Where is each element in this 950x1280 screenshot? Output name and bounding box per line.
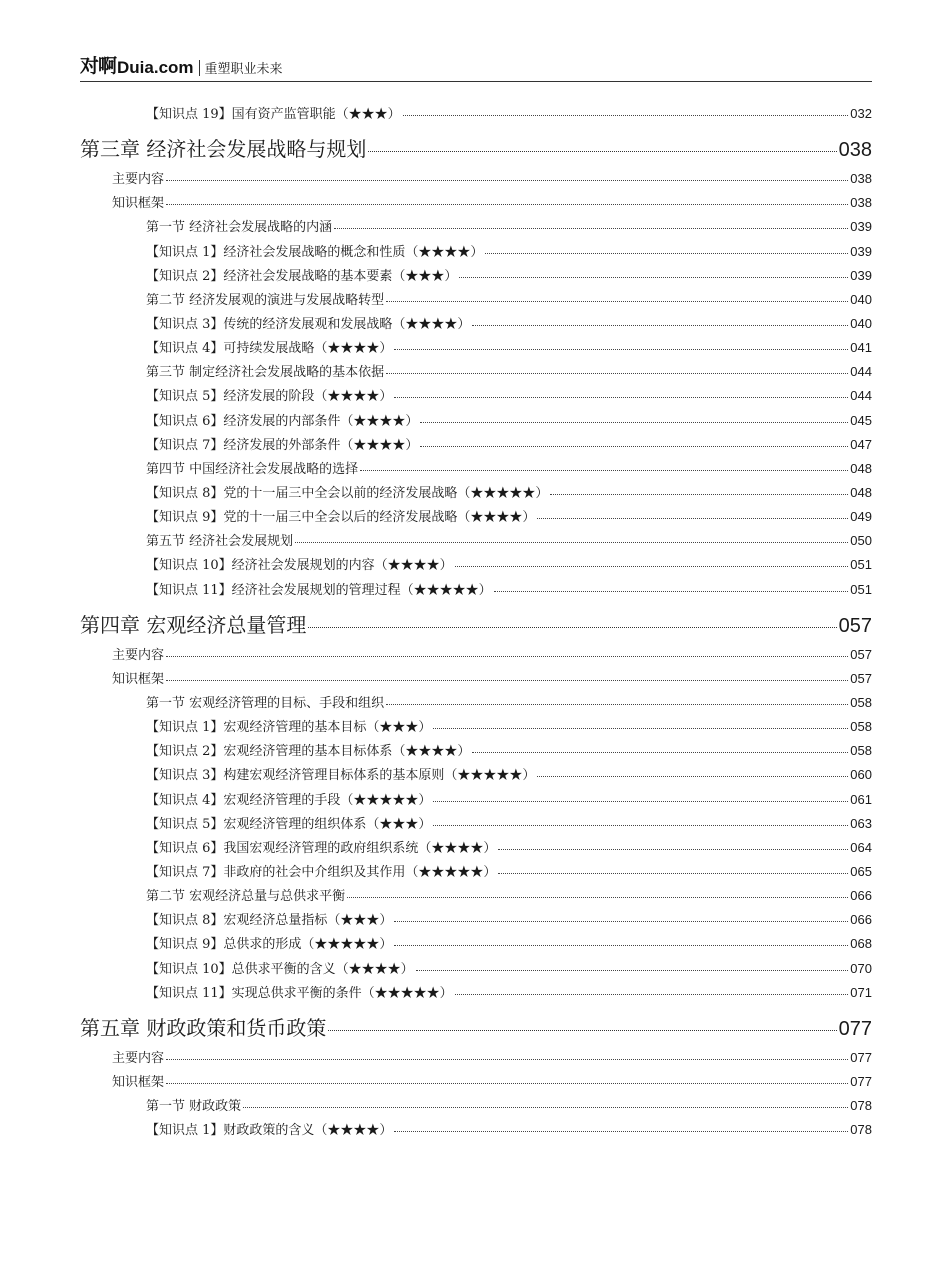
dot-leader	[394, 1131, 848, 1132]
dot-leader	[394, 349, 848, 350]
entry-title: 第三章 经济社会发展战略与规划	[80, 137, 367, 162]
entry-title: 【知识点 8】党的十一届三中全会以前的经济发展战略（★★★★★）	[146, 485, 549, 501]
knowledge-point-entry[interactable]	[80, 837, 872, 861]
page-number: 040	[850, 315, 872, 331]
knowledge-point-entry[interactable]	[80, 579, 872, 603]
knowledge-point-entry[interactable]	[80, 764, 872, 788]
entry-title: 【知识点 9】总供求的形成（★★★★★）	[146, 937, 393, 953]
entry-title: 第一节 宏观经济管理的目标、手段和组织	[146, 695, 385, 711]
page-number: 038	[850, 195, 872, 211]
dot-leader	[308, 627, 836, 628]
knowledge-point-entry[interactable]	[80, 813, 872, 837]
page-number: 051	[850, 557, 872, 573]
entry-title: 【知识点 11】实现总供求平衡的条件（★★★★★）	[146, 985, 453, 1001]
section-entry[interactable]	[80, 458, 872, 482]
page-number: 057	[850, 646, 872, 662]
entry-title: 第五章 财政政策和货币政策	[80, 1015, 327, 1040]
page-number: 077	[838, 1017, 872, 1040]
knowledge-point-entry[interactable]	[80, 385, 872, 409]
section-entry[interactable]	[80, 1095, 872, 1119]
page-number: 045	[850, 412, 872, 428]
page-number: 039	[850, 219, 872, 235]
section-entry[interactable]	[80, 530, 872, 554]
section-entry[interactable]	[80, 361, 872, 385]
knowledge-point-entry[interactable]	[80, 716, 872, 740]
chapter-entry[interactable]	[80, 603, 872, 644]
entry-title: 第四节 中国经济社会发展战略的选择	[146, 461, 359, 477]
dot-leader	[416, 970, 849, 971]
entry-title: 知识框架	[112, 671, 165, 687]
entry-title: 【知识点 6】我国宏观经济管理的政府组织系统（★★★★）	[146, 840, 497, 856]
entry-title: 知识框架	[112, 196, 165, 212]
knowledge-point-entry[interactable]	[80, 337, 872, 361]
entry-title: 第五节 经济社会发展规划	[146, 534, 294, 550]
page-number: 078	[850, 1122, 872, 1138]
chapter-entry[interactable]	[80, 127, 872, 168]
entry-title: 主要内容	[112, 1050, 165, 1066]
dot-leader	[386, 301, 848, 302]
entry-title: 【知识点 3】传统的经济发展观和发展战略（★★★★）	[146, 316, 471, 332]
page-number: 077	[850, 1073, 872, 1089]
entry-title: 【知识点 7】非政府的社会中介组织及其作用（★★★★★）	[146, 864, 497, 880]
page-number: 070	[850, 960, 872, 976]
page-number: 041	[850, 340, 872, 356]
entry-title: 【知识点 9】党的十一届三中全会以后的经济发展战略（★★★★）	[146, 510, 536, 526]
page-number: 063	[850, 815, 872, 831]
dot-leader	[498, 849, 848, 850]
section-entry[interactable]	[80, 885, 872, 909]
dot-leader	[433, 801, 848, 802]
dot-leader	[433, 728, 848, 729]
dot-leader	[433, 825, 848, 826]
dot-leader	[394, 921, 848, 922]
knowledge-point-entry[interactable]	[80, 241, 872, 265]
entry-title: 第二节 经济发展观的演进与发展战略转型	[146, 292, 385, 308]
dot-leader	[420, 422, 848, 423]
knowledge-point-entry[interactable]	[80, 982, 872, 1006]
knowledge-point-entry[interactable]	[80, 506, 872, 530]
dot-leader	[550, 494, 848, 495]
entry-title: 【知识点 2】宏观经济管理的基本目标体系（★★★★）	[146, 744, 471, 760]
knowledge-point-entry[interactable]	[80, 933, 872, 957]
page-number: 057	[850, 670, 872, 686]
page-number: 038	[838, 139, 872, 162]
page-number: 047	[850, 436, 872, 452]
table-of-contents	[80, 103, 872, 1143]
knowledge-point-entry[interactable]	[80, 861, 872, 885]
dot-leader	[386, 373, 848, 374]
dot-leader	[485, 253, 848, 254]
entry-title: 第一节 经济社会发展战略的内涵	[146, 220, 333, 236]
page-number: 060	[850, 767, 872, 783]
dot-leader	[166, 1059, 848, 1060]
entry-title: 【知识点 2】经济社会发展战略的基本要素（★★★）	[146, 268, 458, 284]
page-number: 049	[850, 509, 872, 525]
entry-title: 第二节 宏观经济总量与总供求平衡	[146, 889, 346, 905]
page-number: 065	[850, 863, 872, 879]
dot-leader	[394, 397, 848, 398]
entry-title: 【知识点 5】经济发展的阶段（★★★★）	[146, 389, 393, 405]
toc-entry[interactable]	[80, 168, 872, 192]
dot-leader	[334, 228, 848, 229]
page-number: 077	[850, 1049, 872, 1065]
entry-title: 主要内容	[112, 172, 165, 188]
page-number: 040	[850, 291, 872, 307]
page-number: 066	[850, 888, 872, 904]
knowledge-point-entry[interactable]	[80, 1119, 872, 1143]
entry-title: 【知识点 8】宏观经济总量指标（★★★）	[146, 913, 393, 929]
dot-leader	[472, 752, 848, 753]
header-slogan: 重塑职业未来	[204, 62, 283, 77]
entry-title: 【知识点 1】经济社会发展战略的概念和性质（★★★★）	[146, 244, 484, 260]
entry-title: 【知识点 5】宏观经济管理的组织体系（★★★）	[146, 816, 432, 832]
knowledge-point-entry[interactable]	[80, 265, 872, 289]
page-number: 050	[850, 533, 872, 549]
entry-title: 【知识点 10】总供求平衡的含义（★★★★）	[146, 961, 414, 977]
knowledge-point-entry[interactable]	[80, 103, 872, 127]
knowledge-point-entry[interactable]	[80, 434, 872, 458]
dot-leader	[243, 1107, 848, 1108]
toc-entry[interactable]	[80, 1071, 872, 1095]
knowledge-point-entry[interactable]	[80, 789, 872, 813]
entry-title: 【知识点 11】经济社会发展规划的管理过程（★★★★★）	[146, 582, 492, 598]
logo-divider	[199, 60, 200, 76]
dot-leader	[537, 776, 848, 777]
toc-entry[interactable]	[80, 192, 872, 216]
entry-title: 【知识点 1】宏观经济管理的基本目标（★★★）	[146, 720, 432, 736]
entry-title: 【知识点 19】国有资产监管职能（★★★）	[146, 107, 401, 122]
entry-title: 第一节 财政政策	[146, 1099, 242, 1115]
page-number: 051	[850, 581, 872, 597]
entry-title: 【知识点 3】构建宏观经济管理目标体系的基本原则（★★★★★）	[146, 768, 536, 784]
entry-title: 第三节 制定经济社会发展战略的基本依据	[146, 365, 385, 381]
entry-title: 【知识点 10】经济社会发展规划的内容（★★★★）	[146, 558, 453, 574]
page-number: 064	[850, 839, 872, 855]
dot-leader	[394, 945, 848, 946]
dot-leader	[166, 180, 848, 181]
page-number: 066	[850, 912, 872, 928]
logo-chinese: 对啊	[80, 55, 117, 77]
entry-title: 【知识点 7】经济发展的外部条件（★★★★）	[146, 437, 419, 453]
entry-title: 【知识点 1】财政政策的含义（★★★★）	[146, 1123, 393, 1139]
dot-leader	[403, 115, 849, 116]
logo-english: Duia.com	[117, 58, 194, 77]
entry-title: 第四章 宏观经济总量管理	[80, 612, 307, 637]
knowledge-point-entry[interactable]	[80, 313, 872, 337]
page-number: 058	[850, 743, 872, 759]
dot-leader	[166, 204, 848, 205]
entry-title: 知识框架	[112, 1074, 165, 1090]
dot-leader	[166, 680, 848, 681]
section-entry[interactable]	[80, 216, 872, 240]
dot-leader	[459, 277, 848, 278]
dot-leader	[420, 446, 848, 447]
dot-leader	[455, 994, 849, 995]
knowledge-point-entry[interactable]	[80, 958, 872, 982]
dot-leader	[347, 897, 848, 898]
page-number: 048	[850, 460, 872, 476]
page-number: 039	[850, 243, 872, 259]
knowledge-point-entry[interactable]	[80, 740, 872, 764]
dot-leader	[472, 325, 848, 326]
dot-leader	[368, 151, 836, 152]
page-number: 071	[850, 984, 872, 1000]
page-number: 061	[850, 791, 872, 807]
dot-leader	[498, 873, 848, 874]
page-number: 057	[838, 614, 872, 637]
dot-leader	[166, 656, 848, 657]
dot-leader	[360, 470, 848, 471]
toc-entry[interactable]	[80, 644, 872, 668]
toc-entry[interactable]	[80, 1047, 872, 1071]
entry-title: 主要内容	[112, 647, 165, 663]
page-number: 038	[850, 171, 872, 187]
page-number: 048	[850, 484, 872, 500]
entry-title: 【知识点 4】可持续发展战略（★★★★）	[146, 341, 393, 357]
toc-entry[interactable]	[80, 668, 872, 692]
page-number: 078	[850, 1098, 872, 1114]
dot-leader	[386, 704, 848, 705]
chapter-entry[interactable]	[80, 1006, 872, 1047]
dot-leader	[166, 1083, 848, 1084]
page-number: 058	[850, 719, 872, 735]
page-number: 032	[850, 106, 872, 121]
dot-leader	[455, 566, 849, 567]
knowledge-point-entry[interactable]	[80, 909, 872, 933]
dot-leader	[295, 542, 848, 543]
dot-leader	[537, 518, 848, 519]
dot-leader	[328, 1030, 836, 1031]
page-number: 058	[850, 694, 872, 710]
knowledge-point-entry[interactable]	[80, 554, 872, 578]
page-number: 068	[850, 936, 872, 952]
page-number: 044	[850, 388, 872, 404]
entry-title: 【知识点 6】经济发展的内部条件（★★★★）	[146, 413, 419, 429]
entry-title: 【知识点 4】宏观经济管理的手段（★★★★★）	[146, 792, 432, 808]
page-number: 044	[850, 364, 872, 380]
knowledge-point-entry[interactable]	[80, 482, 872, 506]
dot-leader	[494, 591, 849, 592]
section-entry[interactable]	[80, 692, 872, 716]
page-number: 039	[850, 267, 872, 283]
page-header	[80, 54, 872, 82]
section-entry[interactable]	[80, 289, 872, 313]
knowledge-point-entry[interactable]	[80, 410, 872, 434]
